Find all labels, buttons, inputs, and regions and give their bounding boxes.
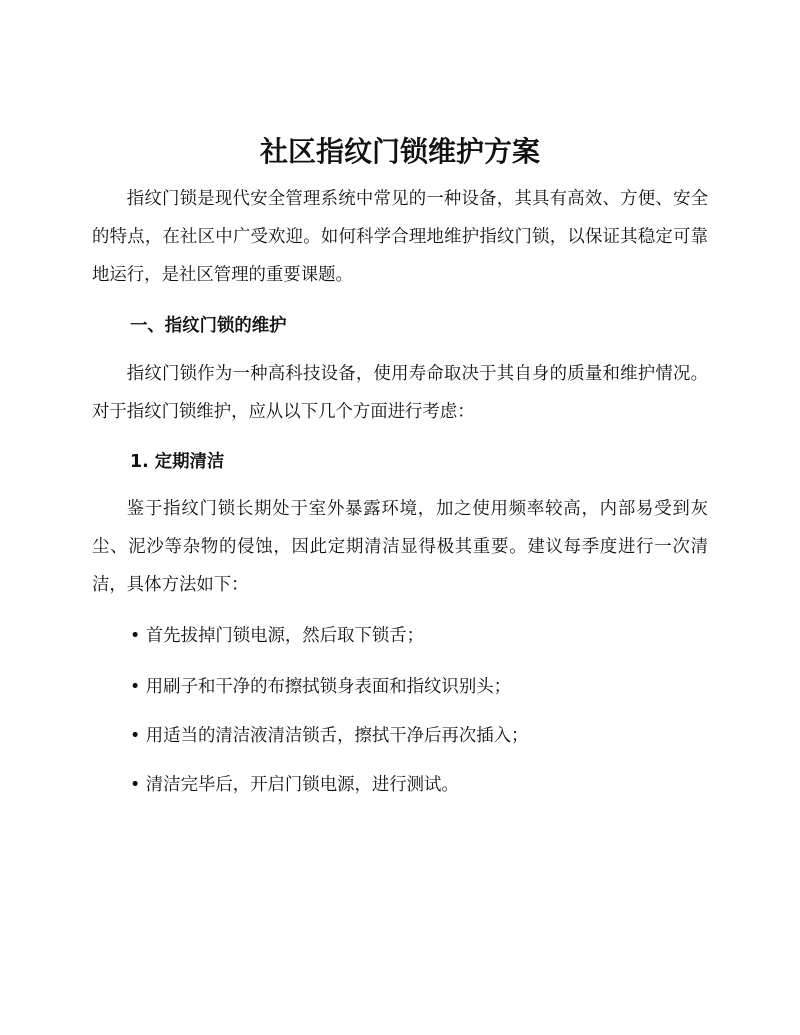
subsection-heading-cleaning: 1. 定期清洁 xyxy=(130,452,225,472)
list-item: • 首先拔掉门锁电源，然后取下锁舌； xyxy=(130,626,425,646)
document-title: 社区指纹门锁维护方案 xyxy=(259,135,540,168)
list-item: • 用刷子和干净的布擦拭锁身表面和指纹识别头； xyxy=(130,677,511,697)
section-heading-maintenance: 一、指纹门锁的维护 xyxy=(130,316,287,336)
subsection-paragraph-cleaning: 鉴于指纹门锁长期处于室外暴露环境，加之使用频率较高，内部易受到灰尘、泥沙等杂物的侵蚀，因此定期清洁显得极其重要。建议每季度进行一次清洁，具体方法如下： xyxy=(92,499,708,595)
section-paragraph-maintenance: 指纹门锁作为一种高科技设备，使用寿命取决于其自身的质量和维护情况。对于指纹门锁维护，应从以下几个方面进行考虑： xyxy=(92,364,708,422)
intro-paragraph: 指纹门锁是现代安全管理系统中常见的一种设备，其具有高效、方便、安全的特点，在社区中广受欢迎。如何科学合理地维护指纹门锁，以保证其稳定可靠地运行，是社区管理的重要课题。 xyxy=(92,189,708,285)
list-item: • 用适当的清洁液清洁锁舌，擦拭干净后再次插入； xyxy=(130,726,529,746)
list-item: • 清洁完毕后，开启门锁电源，进行测试。 xyxy=(130,775,459,795)
